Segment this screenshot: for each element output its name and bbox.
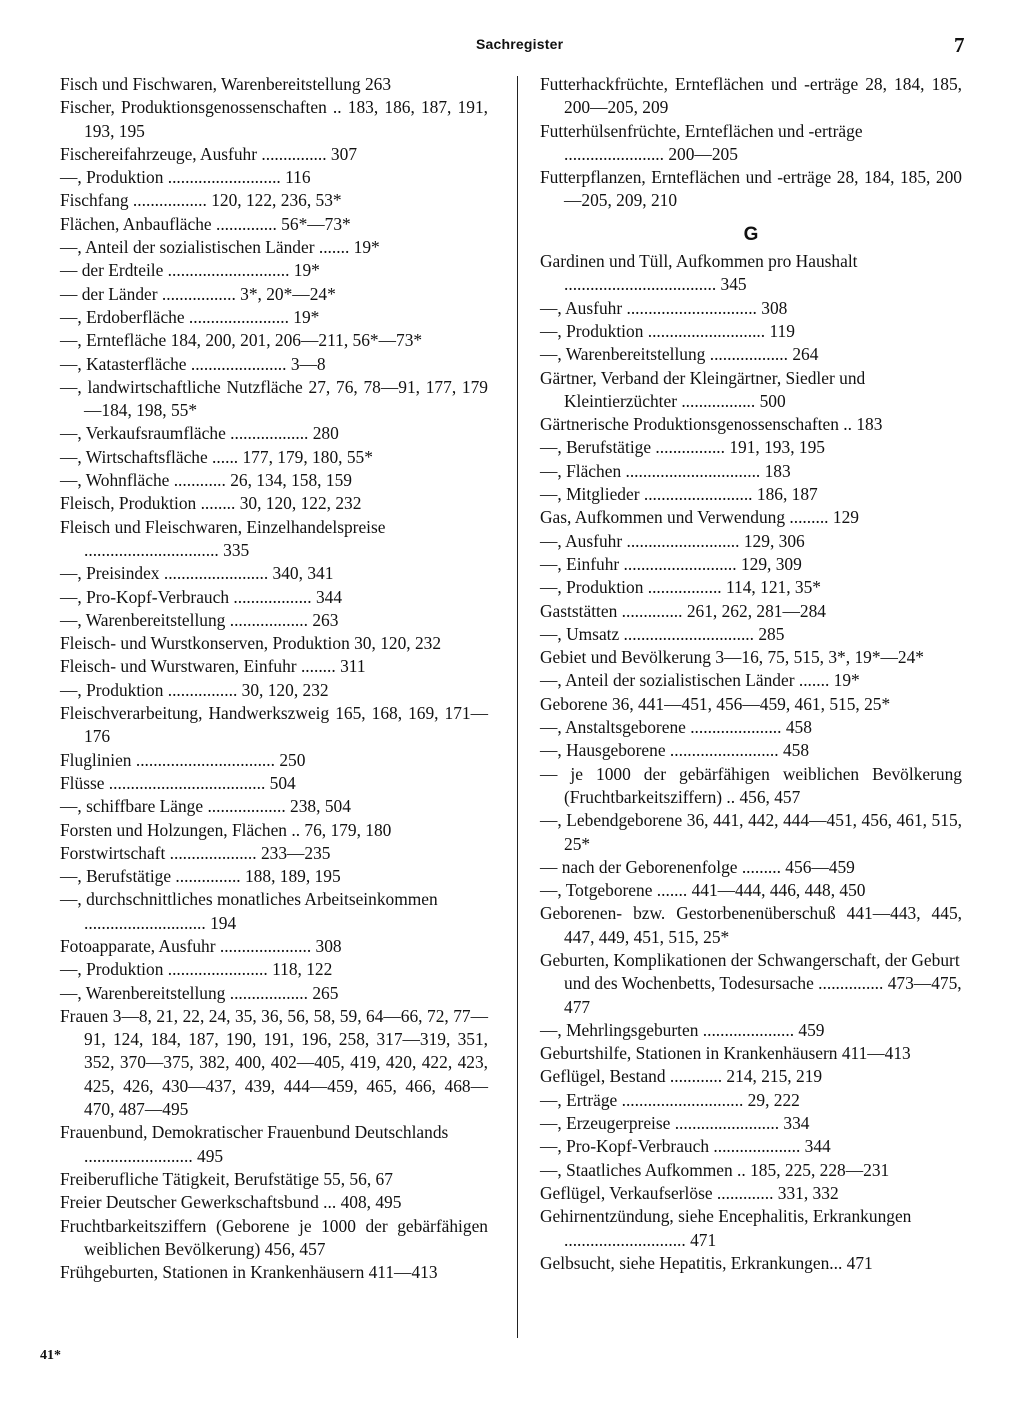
index-entry: Fleisch- und Wurstwaren, Einfuhr ........ 311 (60, 656, 366, 677)
index-entry: —, Erntefläche 184, 200, 201, 206—211, 56*—73* (60, 330, 423, 351)
index-entry: —, Pro-Kopf-Verbrauch .................... 344 (540, 1136, 831, 1157)
index-entry: —, Berufstätige ............... 188, 189, 195 (60, 866, 341, 887)
index-entry: Futterhülsenfrüchte, Ernteflächen und -erträge ....................... 200—205 (540, 120, 863, 164)
index-entry: Geburten, Komplikationen der Schwangerschaft, der Geburt und des Wochenbetts, Todesursache ............... 473—475, 477 (540, 949, 962, 1017)
index-entry: —, Anstaltsgeborene ..................... 458 (540, 717, 812, 738)
index-entry: Fluglinien ................................ 250 (60, 749, 306, 770)
index-entry: Futterpflanzen, Ernteflächen und -erträge 28, 184, 185, 200—205, 209, 210 (540, 167, 962, 211)
index-entry: Gelbsucht, siehe Hepatitis, Erkrankungen... 471 (540, 1252, 873, 1273)
index-entry: Fleisch- und Wurstkonserven, Produktion 30, 120, 232 (60, 633, 442, 654)
index-entry: —, Erdoberfläche ....................... 19* (60, 306, 320, 327)
index-entry: Gaststätten .............. 261, 262, 281—284 (540, 600, 826, 621)
index-entry: Flächen, Anbaufläche .............. 56*—73* (60, 213, 351, 234)
index-column-left (60, 73, 488, 1284)
index-entry: Fischereifahrzeuge, Ausfuhr ............... 307 (60, 143, 358, 164)
section-letter: G (743, 223, 759, 245)
index-entry: Futterhackfrüchte, Ernteflächen und -erträge 28, 184, 185, 200—205, 209 (540, 74, 962, 118)
index-entry: —, Preisindex ........................ 340, 341 (60, 563, 334, 584)
index-entry: —, Erzeugerpreise ........................ 334 (540, 1113, 810, 1134)
index-entry: —, Umsatz .............................. 285 (540, 623, 785, 644)
index-entry: —, Mitglieder ......................... 186, 187 (540, 484, 818, 505)
index-entry: —, Produktion ....................... 118, 122 (60, 959, 333, 980)
index-entry: Frauen 3—8, 21, 22, 24, 35, 36, 56, 58, 59, 64—66, 72, 77—91, 124, 184, 187, 190, 191, 196, 258, 317—319, 351, 352, 370—375, 382, 400, 402—405, 419, 420, 422, 423, 425, 426, 430—437, 439, 444—459, 465, 466, 468—470, 487—495 (60, 1005, 488, 1120)
page-number: 7 (954, 33, 965, 57)
index-entry: Gardinen und Tüll, Aufkommen pro Haushalt ................................... 345 (540, 251, 858, 295)
index-entry: Geborenen- bzw. Gestorbenenüberschuß 441—443, 445, 447, 449, 451, 515, 25* (540, 903, 962, 947)
index-entry: —, Anteil der sozialistischen Länder ....... 19* (60, 237, 380, 258)
index-entry: —, schiffbare Länge .................. 238, 504 (60, 796, 351, 817)
running-title: Sachregister (476, 36, 564, 52)
index-entry: —, durchschnittliches monatliches Arbeitseinkommen ............................ 194 (60, 889, 438, 933)
index-entry: Fleisch, Produktion ........ 30, 120, 122, 232 (60, 493, 362, 514)
index-entry: —, Ausfuhr .............................. 308 (540, 297, 788, 318)
index-entry: —, Warenbereitstellung .................. 263 (60, 609, 339, 630)
index-entry: —, Produktion .......................... 116 (60, 167, 311, 188)
index-entry: Fleisch und Fleischwaren, Einzelhandelspreise ............................... 335 (60, 516, 386, 560)
index-entry: —, Wirtschaftsfläche ...... 177, 179, 180, 55* (60, 446, 373, 467)
index-entry: —, Erträge ............................ 29, 222 (540, 1089, 800, 1110)
index-entry: — nach der Geborenenfolge ......... 456—459 (540, 856, 855, 877)
index-entry: Forstwirtschaft .................... 233—235 (60, 842, 331, 863)
column-divider (517, 76, 518, 1338)
index-entry: —, Berufstätige ................ 191, 193, 195 (540, 437, 825, 458)
index-entry: —, Pro-Kopf-Verbrauch .................. 344 (60, 586, 343, 607)
index-entry: — je 1000 der gebärfähigen weiblichen Bevölkerung (Fruchtbarkeitsziffern) .. 456, 457 (540, 763, 962, 807)
index-entry: Flüsse .................................... 504 (60, 772, 296, 793)
index-entry: Fotoapparate, Ausfuhr ..................... 308 (60, 935, 342, 956)
index-entry: Gärtner, Verband der Kleingärtner, Siedler und Kleintierzüchter ................. 500 (540, 367, 866, 411)
index-entry: —, Mehrlingsgeburten ..................... 459 (540, 1019, 825, 1040)
index-entry: Gärtnerische Produktionsgenossenschaften .. 183 (540, 414, 883, 435)
index-entry: —, Einfuhr .......................... 129, 309 (540, 553, 802, 574)
index-entry: —, Lebendgeborene 36, 441, 442, 444—451, 456, 461, 515, 25* (540, 810, 962, 854)
index-entry: Gebiet und Bevölkerung 3—16, 75, 515, 3*, 19*—24* (540, 647, 925, 668)
index-entry: —, Wohnfläche ............ 26, 134, 158, 159 (60, 470, 352, 491)
index-column-right (540, 73, 962, 1275)
index-entry: Frauenbund, Demokratischer Frauenbund Deutschlands ......................... 495 (60, 1122, 449, 1166)
index-entry: Fruchtbarkeitsziffern (Geborene je 1000 der gebärfähigen weiblichen Bevölkerung) 456, 457 (60, 1215, 488, 1259)
index-entry: Fischer, Produktionsgenossenschaften .. 183, 186, 187, 191, 193, 195 (60, 97, 488, 141)
index-entry: —, Produktion ................. 114, 121, 35* (540, 577, 821, 598)
index-entry: —, Flächen ............................... 183 (540, 460, 791, 481)
page-header (0, 33, 1024, 58)
index-entry: Forsten und Holzungen, Flächen .. 76, 179, 180 (60, 819, 392, 840)
index-entry: —, Anteil der sozialistischen Länder ....... 19* (540, 670, 860, 691)
index-entry: —, Produktion ................ 30, 120, 232 (60, 679, 329, 700)
index-entry: Geflügel, Verkaufserlöse ............. 331, 332 (540, 1182, 839, 1203)
index-entry: Fisch und Fischwaren, Warenbereitstellung 263 (60, 74, 392, 94)
index-entry: —, Katasterfläche ...................... 3—8 (60, 353, 326, 374)
index-entry: —, Warenbereitstellung .................. 265 (60, 982, 339, 1003)
index-entry: Fischfang ................. 120, 122, 236, 53* (60, 190, 342, 211)
index-entry: —, Warenbereitstellung .................. 264 (540, 344, 819, 365)
signature-mark: 41* (40, 1348, 61, 1363)
index-entry: Fleischverarbeitung, Handwerkszweig 165, 168, 169, 171—176 (60, 703, 488, 747)
index-entry: — der Erdteile ............................ 19* (60, 260, 320, 281)
index-entry: Gas, Aufkommen und Verwendung ......... 129 (540, 507, 859, 528)
index-entry: —, Produktion ........................... 119 (540, 320, 795, 341)
index-entry: Freier Deutscher Gewerkschaftsbund ... 408, 495 (60, 1192, 402, 1213)
index-entry: Gehirnentzündung, siehe Encephalitis, Erkrankungen ............................ 471 (540, 1206, 912, 1250)
index-entry: —, landwirtschaftliche Nutzfläche 27, 76, 78—91, 177, 179—184, 198, 55* (60, 376, 488, 421)
index-entry: — der Länder ................. 3*, 20*—24* (60, 283, 336, 304)
index-entry: —, Totgeborene ....... 441—444, 446, 448, 450 (540, 880, 866, 901)
index-entry: Geborene 36, 441—451, 456—459, 461, 515, 25* (540, 693, 891, 714)
index-entry: Frühgeburten, Stationen in Krankenhäusern 411—413 (60, 1262, 438, 1283)
index-entry: Geburtshilfe, Stationen in Krankenhäusern 411—413 (540, 1043, 911, 1064)
index-entry: —, Ausfuhr .......................... 129, 306 (540, 530, 805, 551)
index-entry: —, Hausgeborene ......................... 458 (540, 740, 810, 761)
index-entry: Geflügel, Bestand ............ 214, 215, 219 (540, 1066, 823, 1087)
index-entry: —, Verkaufsraumfläche .................. 280 (60, 423, 339, 444)
index-entry: —, Staatliches Aufkommen .. 185, 225, 228—231 (540, 1159, 890, 1180)
index-entry: Freiberufliche Tätigkeit, Berufstätige 55, 56, 67 (60, 1168, 393, 1189)
